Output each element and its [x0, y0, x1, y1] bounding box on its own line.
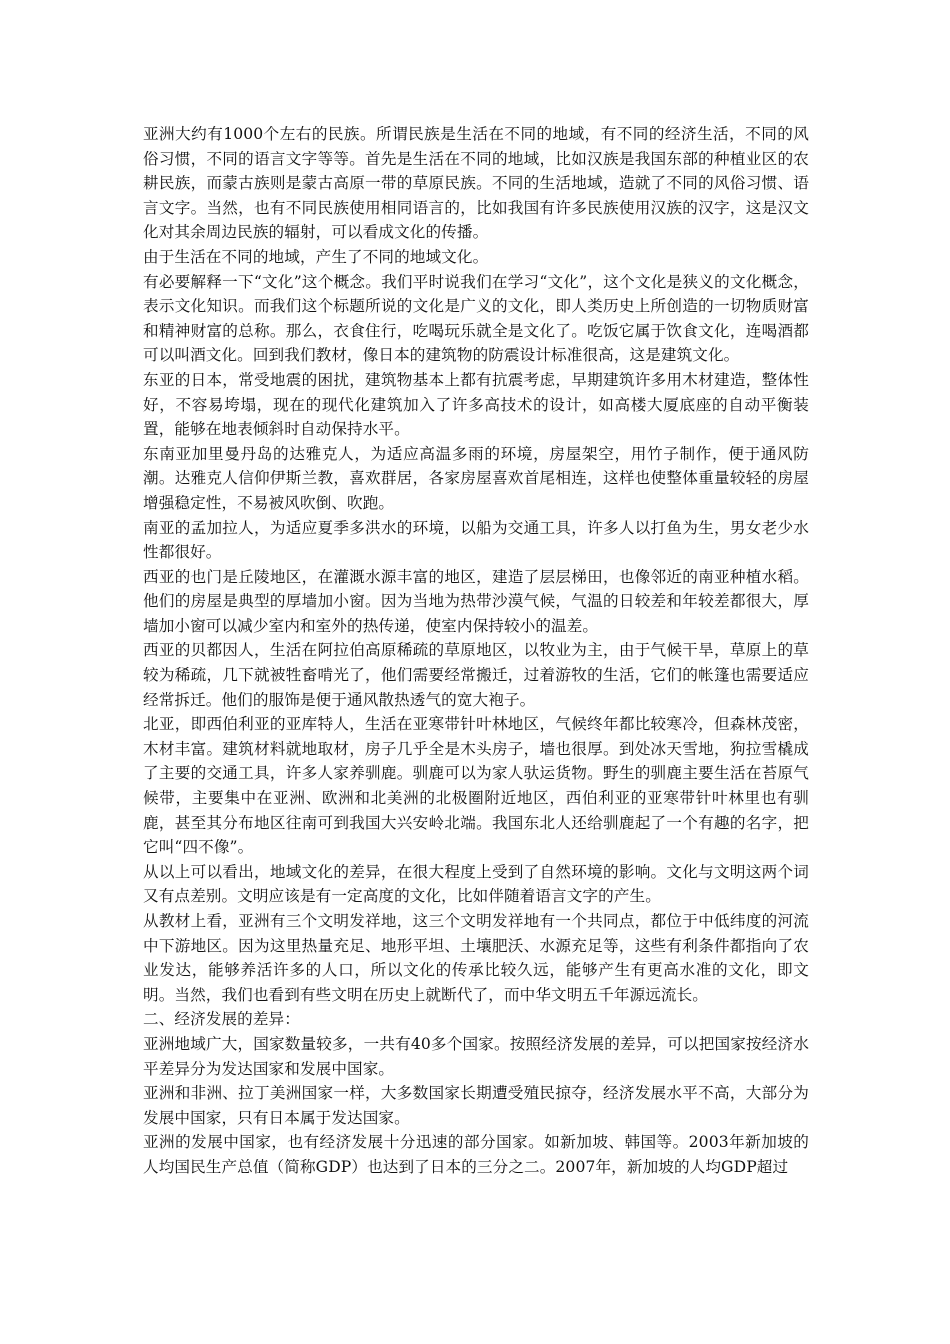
- paragraph-culture-vs-civilization: 从以上可以看出，地域文化的差异，在很大程度上受到了自然环境的影响。文化与文明这两个词又有点差别。文明应该是有一定高度的文化，比如伴随着语言文字的产生。: [143, 862, 809, 906]
- paragraph-culture-concept: 有必要解释一下“文化”这个概念。我们平时说我们在学习“文化”，这个文化是狭义的文化概念，表示文化知识。而我们这个标题所说的文化是广义的文化，即人类历史上所创造的一切物质财富和精神财富的总称。那么，衣食住行，吃喝玩乐就全是文化了。吃饭它属于饮食文化，连喝酒都可以叫酒文化。回到我们教材，像日本的建筑物的防震设计标准很高，这是建筑文化。: [143, 272, 809, 365]
- paragraph-west-asia-yemen: 西亚的也门是丘陵地区，在灌溉水源丰富的地区，建造了层层梯田，也像邻近的南亚种植水稻。他们的房屋是典型的厚墙加小窗。因为当地为热带沙漠气候，气温的日较差和年较差都很大，厚墙加小窗可以减少室内和室外的热传递，使室内保持较小的温差。: [143, 567, 809, 635]
- paragraph-ethnic-groups: 亚洲大约有1000个左右的民族。所谓民族是生活在不同的地域，有不同的经济生活，不同的风俗习惯，不同的语言文字等等。首先是生活在不同的地域，比如汉族是我国东部的种植业区的农耕民族，而蒙古族则是蒙古高原一带的草原民族。不同的生活地域，造就了不同的风俗习惯、语言文字。当然，也有不同民族使用相同语言的，比如我国有许多民族使用汉族的汉字，这是汉文化对其余周边民族的辐射，可以看成文化的传播。: [143, 125, 809, 242]
- paragraph-north-asia-yakut: 北亚，即西伯利亚的亚库特人，生活在亚寒带针叶林地区，气候终年都比较寒冷，但森林茂密，木材丰富。建筑材料就地取材，房子几乎全是木头房子，墙也很厚。到处冰天雪地，狗拉雪橇成了主要的交通工具，许多人家养驯鹿。驯鹿可以为家人驮运货物。野生的驯鹿主要生活在苔原气候带，主要集中在亚洲、欧洲和北美洲的北极圈附近地区，西伯利亚的亚寒带针叶林里也有驯鹿，甚至其分布地区往南可到我国大兴安岭北端。我国东北人还给驯鹿起了一个有趣的名字，把它叫“四不像”。: [143, 715, 809, 857]
- paragraph-singapore-gdp: 亚洲的发展中国家，也有经济发展十分迅速的部分国家。如新加坡、韩国等。2003年新加坡的人均国民生产总值（简称GDP）也达到了日本的三分之二。2007年，新加坡的人均GDP超过: [143, 1133, 809, 1176]
- paragraph-east-asia-japan: 东亚的日本，常受地震的困扰，建筑物基本上都有抗震考虑，早期建筑许多用木材建造，整体性好，不容易垮塌，现在的现代化建筑加入了许多高技术的设计，如高楼大厦底座的自动平衡装置，能够在地表倾斜时自动保持水平。: [143, 370, 809, 439]
- paragraph-civilization-cradles: 从教材上看，亚洲有三个文明发祥地，这三个文明发祥地有一个共同点，都位于中低纬度的河流中下游地区。因为这里热量充足、地形平坦、土壤肥沃、水源充足等，这些有利条件都指向了农业发达，能够养活许多的人口，所以文化的传承比较久远，能够产生有更高水准的文化，即文明。当然，我们也看到有些文明在历史上就断代了，而中华文明五千年源远流长。: [143, 912, 809, 1004]
- section-heading-economy: 二、经济发展的差异：: [143, 1010, 300, 1029]
- paragraph-west-asia-bedouin: 西亚的贝都因人，生活在阿拉伯高原稀疏的草原地区，以牧业为主，由于气候干旱，草原上的草较为稀疏，几下就被牲畜啃光了，他们需要经常搬迁，过着游牧的生活，它们的帐篷也需要适应经常拆迁。他们的服饰是便于通风散热透气的宽大袍子。: [143, 641, 809, 709]
- paragraph-country-count: 亚洲地域广大，国家数量较多，一共有40多个国家。按照经济发展的差异，可以把国家按经济水平差异分为发达国家和发展中国家。: [143, 1034, 809, 1078]
- paragraph-regional-culture: 由于生活在不同的地域，产生了不同的地域文化。: [143, 247, 489, 266]
- paragraph-colonial-history: 亚洲和非洲、拉丁美洲国家一样，大多数国家长期遭受殖民掠夺，经济发展水平不高，大部分为发展中国家，只有日本属于发达国家。: [143, 1084, 809, 1127]
- document-body: [143, 122, 809, 1180]
- paragraph-south-asia-bengal: 南亚的孟加拉人，为适应夏季多洪水的环境，以船为交通工具，许多人以打鱼为生，男女老少水性都很好。: [143, 518, 809, 562]
- paragraph-southeast-asia-dayak: 东南亚加里曼丹岛的达雅克人，为适应高温多雨的环境，房屋架空，用竹子制作，便于通风防潮。达雅克人信仰伊斯兰教，喜欢群居，各家房屋喜欢首尾相连，这样也使整体重量较轻的房屋增强稳定性，不易被风吹倒、吹跑。: [143, 444, 809, 512]
